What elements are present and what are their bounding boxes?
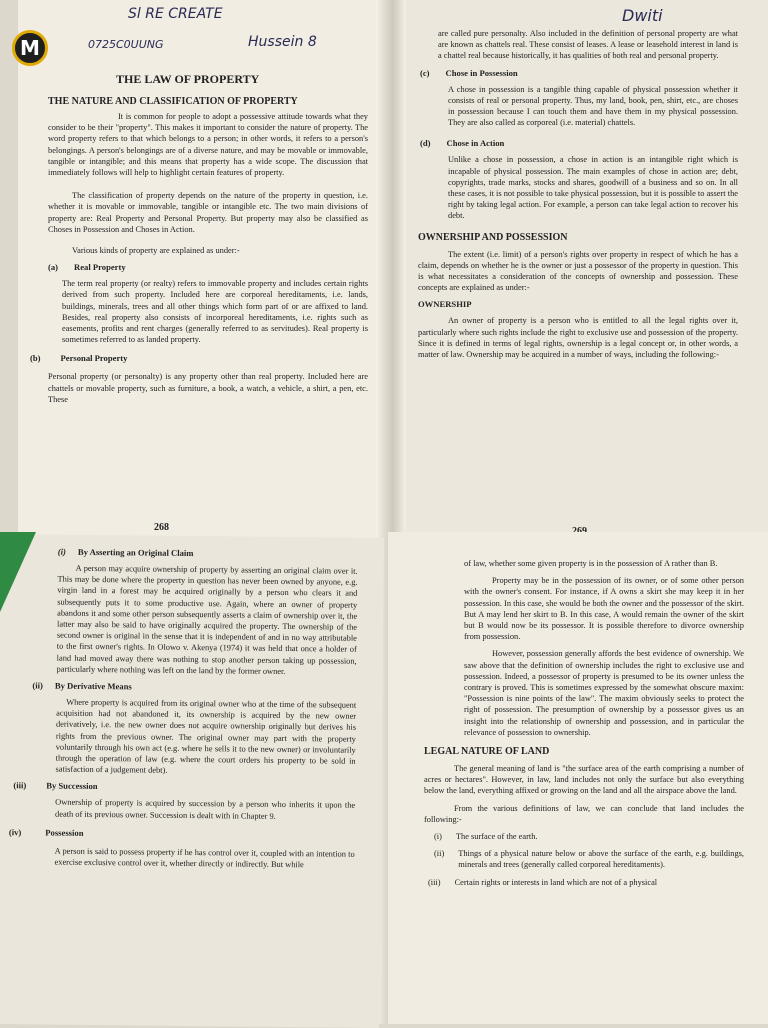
section-heading: THE NATURE AND CLASSIFICATION OF PROPERTY (48, 96, 298, 107)
paragraph: However, possession generally affords the best evidence of ownership. We saw above that the definition of ownership includes the right to exclusive use and possession. Indeed, a possessor of property is presumed to be its owner unless the contrary is proved. This is sometimes expressed by the somewhat obscure maxim: "Possession is nine points of the law". The maxim obviously seeks to protect the right of possession. The presumption of ownership by a possessor gives us an insight into the relationship of ownership and possession, and in particular the relevance of possession to ownership. (464, 649, 744, 737)
paragraph: are called pure personalty. Also included in the definition of personal property are what are known as chattels real. These consist of leases. A lease or leasehold interest in land is a chattel real because historically, it has qualities of both real and personal property. (438, 29, 738, 61)
paragraph: The classification of property depends on the nature of the property in question, i.e. whether it is movable or immovable, tangible or intangible etc. The two main divisions of property are: Real Property and Personal Property. But property may also be classified as Choses in Possession and Choses in Action. (48, 191, 368, 234)
paragraph: Personal property (or personalty) is any property other than real property. Included here are chattels or movable property, such as furniture, a book, a watch, a vehicle, a shirt, a pen, etc. These (48, 372, 368, 404)
sub-heading: OWNERSHIP (418, 299, 472, 310)
paragraph: Various kinds of property are explained as under:- (72, 246, 240, 256)
handwritten-scribble: Sl RE CREATE (128, 6, 223, 22)
paragraph: A chose in possession is a tangible thing capable of physical possession whether it consists of real or personal property. Thus, my land, book, pen, shirt, etc., are choses in possession because I can touch them and have them in my physical possession. They are also called as corporeal (i.e. material) chattels. (448, 84, 738, 128)
paragraph: of law, whether some given property is in the possession of A rather than B. (464, 559, 718, 568)
list-text: Things of a physical nature below or above the surface of the earth, e.g. buildings, minerals and trees (generally called corporeal hereditaments). (458, 849, 744, 870)
paragraph: The term real property (or realty) refers to immovable property and includes certain rights derived from such property. Included here are corporeal hereditaments, i.e. lands, buildings, minerals, trees and all other things which form part of or are affixed to land. Besides, real property also consists of incorporeal hereditaments, i.e. rights such as easements, profits and rent charges (generally referred to as servitudes). Real property is sometimes referred to as landed property. (62, 279, 368, 345)
item-label: (d) (420, 138, 431, 149)
m-logo-icon: M (12, 30, 48, 66)
paragraph: The general meaning of land is "the surface area of the earth comprising a number of acres or hectares". However, in law, land includes not only the surface but also everything below the land, everything affixed or growing on the land and all the airspace above the land. (424, 764, 744, 796)
page-269 (392, 0, 768, 540)
page-number: 268 (154, 522, 169, 533)
paragraph: Where property is acquired from its original owner who at the time of the subsequent acquisition had not abandoned it, its ownership is acquired by the new owner derivatively, i.e. the new owner does not acquire ownership originally but derives his rights from the previous owner. The original owner may part with the property voluntarily through his own act (e.g. where he sells it to the new owner) or involuntarily through the operation of law (e.g. where the court orders his property to be sold in satisfaction of a judgement debt). (55, 697, 357, 776)
chapter-title: THE LAW OF PROPERTY (116, 72, 260, 86)
item-label: (a) (48, 262, 59, 273)
paragraph: From the various definitions of law, we can conclude that land includes the following:- (424, 803, 744, 824)
item-label: (ii) (32, 680, 43, 691)
item-label: (iii) (13, 780, 27, 791)
item-label: (c) (420, 67, 430, 78)
paragraph: A person is said to possess property if he has control over it, coupled with an intention to exercise exclusive control over it, whether directly or indirectly. But while (54, 846, 355, 870)
item-label: (b) (30, 353, 41, 364)
page-268 (18, 0, 390, 542)
item-label: (i) (57, 546, 66, 557)
paragraph: A person may acquire ownership of property by asserting an original claim over it. This may be done where the property in question has never been owned by anyone, e.g. virgin land in a forest may be acquired originally by a person who clears it and subsequently puts it to some productive use. Again, where an owner of property abandons it and some other person subsequently asserts a claim of ownership over it, the latter may also be said to have originally acquired the property. The ownership of the second owner is original in the sense that it is independent of and in no way attributable to the first owner's rights. In Olowo v. Akenya (1974) it was held that once a holder of land had moved away there was nothing to stop another person taking up possession, particularly where nothing was left on the land by the former owner. (56, 563, 358, 676)
item-title: Personal Property (60, 353, 128, 364)
item-title: Possession (45, 827, 84, 838)
item-title: By Derivative Means (54, 680, 132, 692)
section-heading: OWNERSHIP AND POSSESSION (418, 231, 568, 243)
item-title: Real Property (74, 262, 126, 273)
paragraph: Ownership of property is acquired by succession by a person who inherits it upon the death of its previous owner. Succession is dealt with in Chapter 9. (55, 798, 356, 821)
page-bottom-left (0, 534, 384, 1028)
list-label: (ii) (434, 849, 445, 859)
list-text: The surface of the earth. (455, 832, 538, 842)
list-label: (iii) (428, 877, 441, 887)
paragraph: Property may be in the possession of its owner, or of some other person with the owner's consent. For instance, if A owns a skirt she may keep it in her possession. In this case, she would be both the owner and the possessor of the skirt. But A may lend her skirt to B. In this case, A would remain the owner of the skirt but B would now be its possessor. It is possible therefore to divorce ownership from possession. (464, 576, 744, 642)
paragraph: It is common for people to adopt a possessive attitude towards what they consider to be their "property". This makes it important to consider the nature of property. The word property refers to that which belongs to a person; in other words, it refers to a person's belongings. A person's belongings are of a diverse nature, and may be movable or immovable, tangible or intangible; and this means that property has a wide scope. The discussion that immediately follows will help to highlight certain features of property. (48, 112, 368, 178)
paragraph: An owner of property is a person who is entitled to all the legal rights over it, particularly where such rights include the right to exclusive use and possession of the property. Since it is defined in terms of legal rights, ownership is a legal concept or, in other words, a matter of law. Ownership may be acquired in a number of ways, including the following:- (418, 316, 738, 360)
paragraph: Unlike a chose in possession, a chose in action is an intangible right which is incapable of physical possession. The main examples of chose in action are; debt, copyrights, trade marks, stocks and shares, goodwill of a business and so on. In all these cases, it is not possible to take physical possession, but it is possible to assert the right by taking legal action. For example, a person can take legal action to recover his debt. (448, 155, 738, 221)
paragraph: The extent (i.e. limit) of a person's rights over property in respect of which he has a claim, depends on whether he is the owner or just a possessor of the property in question. This is what necessitates a consideration of the concepts of ownership and possession. These concepts are explained as under:- (418, 249, 738, 293)
handwritten-number: 0725C0UUNG (88, 38, 164, 51)
handwritten-name: Dwiti (622, 6, 663, 25)
item-label: (iv) (8, 826, 22, 838)
section-heading: LEGAL NATURE OF LAND (424, 746, 550, 758)
item-title: By Asserting an Original Claim (77, 546, 194, 559)
page-bottom-right (388, 532, 768, 1024)
item-title: Chose in Possession (445, 67, 518, 78)
item-title: By Succession (46, 780, 98, 792)
item-title: Chose in Action (446, 138, 505, 149)
list-label: (i) (434, 832, 442, 842)
list-text: Certain rights or interests in land which are not of a physical (454, 877, 658, 887)
handwritten-name: Hussein 8 (248, 34, 317, 50)
